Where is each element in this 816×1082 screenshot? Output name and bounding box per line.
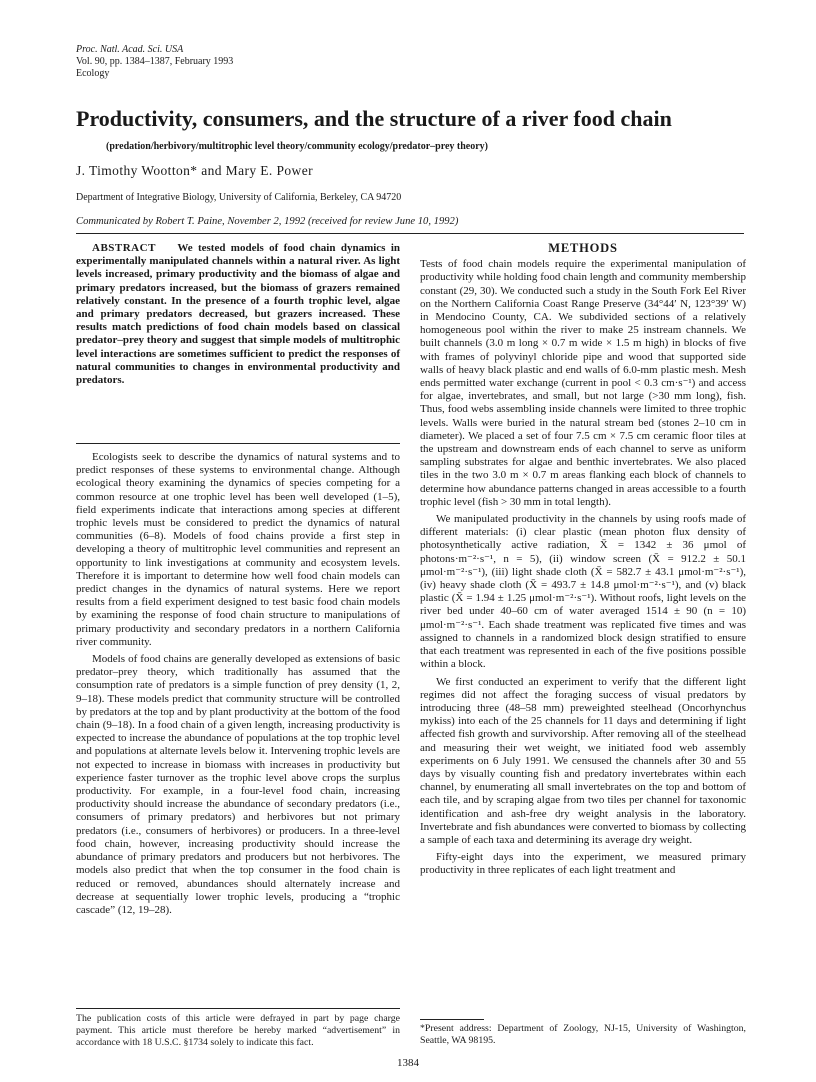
communicated-line: Communicated by Robert T. Paine, November 2, 1992 (received for review June 10, 1992) bbox=[76, 216, 459, 227]
footnote-divider bbox=[420, 1019, 484, 1020]
methods-paragraph-4: Fifty-eight days into the experiment, we measured primary productivity in three replicates of each light treatment and bbox=[420, 851, 746, 877]
journal-volume: Vol. 90, pp. 1384–1387, February 1993 bbox=[76, 56, 234, 67]
journal-header bbox=[76, 44, 233, 80]
methods-heading: METHODS bbox=[548, 241, 618, 255]
methods-paragraph-1: Tests of food chain models require the experimental manipulation of productivity while holding food chain length and community membership constant (29, 30). We conducted such a study in the South Fork Eel River on the Northern California Coast Range Preserve (34°44′ N, 123°39′ W) in Mendocino County, CA. We subdivided sections of a relatively homogeneous pool within the river to make 25 instream channels. We built channels (3.0 m long × 0.7 m wide × 1.5 m high) in blocks of five with frames of polyvinyl chloride pipe and wood that supported side walls of heavy black plastic and end walls of 6.0-mm plastic mesh. Mesh ends permitted water exchange (current in pool < 0.3 cm·s⁻¹) and access for algae, invertebrates, and small, but not large (>30 mm long), fish. Thus, food webs assembling inside channels were limited to three trophic levels. Walls were buried in the natural stream bed (stones 2–10 cm in diameter). We placed a set of four 7.5 cm × 7.5 cm ceramic floor tiles at the upstream and downstream ends of each channel to serve as uniform sampling substrates for algae and benthic invertebrates. We also placed tiles in the two 3.0 m × 0.7 m areas flanking each block of channels to determine how abundance patterns changed in areas accessible to a fourth trophic level (fish > 30 mm in total length). bbox=[420, 258, 746, 508]
page-number: 1384 bbox=[397, 1057, 419, 1069]
journal-section: Ecology bbox=[76, 68, 110, 79]
methods-paragraph-3: We first conducted an experiment to verify that the different light regimes did not affect the foraging success of visual predators by introducing three (48–58 mm) preweighted steelhead (Oncorhynchus mykiss) into each of the 25 channels for 11 days and determining if light affected fish growth and survivorship. After removing all of the steelhead and measuring their wet weight, we initiated food web assembly experiments on 6 July 1991. We censused the channels after 30 and 55 days by visually counting fish and predatory invertebrates within each channel, by enumerating all small invertebrates on the top and bottom of each tile, and by scraping algae from two tiles per channel for taxonomic identification and ash-free dry weight analysis in the laboratory. Invertebrate and fish abundances were converted to biomass by collecting a sample of each taxa and determining its average dry weight. bbox=[420, 675, 746, 846]
intro-paragraph-1: Ecologists seek to describe the dynamics of natural systems and to predict responses of these systems to environmental change. Although ecological theory examining the dynamics of species competing for a common resource at one trophic level has been well developed (1–5), field experiments indicate that interactions among species at different trophic levels must be considered to predict the dynamics of natural communities (6–8). Models of food chains provide a first step in developing a theory of multitrophic level communities and represent an opportunity to link investigations at community and ecosystem levels. Therefore it is important to determine how well food chain models can predict changes in the dynamics of natural systems. Here we report results from a field experiment designed to test basic food chain models by examining the response of food chain structure to manipulations of primary productivity and secondary predators in a northern California river community. bbox=[76, 451, 400, 648]
authors: J. Timothy Wootton* and Mary E. Power bbox=[76, 163, 313, 178]
abstract bbox=[76, 242, 400, 387]
methods-section bbox=[420, 242, 746, 878]
present-address-footnote bbox=[420, 1019, 746, 1047]
abstract-divider bbox=[76, 443, 400, 444]
abstract-text: We tested models of food chain dynamics in experimentally manipulated channels within a natural river. As light levels increased, primary productivity and the biomass of algae and primary predators increased, but the biomass of grazers remained relatively constant. In the presence of a fourth trophic level, algae and primary predators decreased, but grazers increased. These results match predictions of food chain models based on classical predator–prey theory and suggest that simple models of multitrophic level interactions are sometimes sufficient to predict the responses of natural communities to changes in environmental productivity and predators. bbox=[76, 242, 400, 387]
page-charge-text: The publication costs of this article were defrayed in part by page charge payment. This article must therefore be hereby marked “advertisement” in accordance with 18 U.S.C. §1734 solely to indicate this fact. bbox=[76, 1013, 400, 1048]
affiliation: Department of Integrative Biology, University of California, Berkeley, CA 94720 bbox=[76, 192, 402, 203]
methods-paragraph-2: We manipulated productivity in the channels by using roofs made of different materials: (i) clear plastic (mean photon flux density of photosynthetically active radiation, X̄ = 1342 ± 36 μmol of photons·m⁻²·s⁻¹, n = 5), (ii) window screen (X̄ = 912.2 ± 50.1 μmol·m⁻²·s⁻¹), (iii) light shade cloth (X̄ = 582.7 ± 43.1 μmol·m⁻²·s⁻¹), (iv) heavy shade cloth (X̄ = 493.7 ± 14.8 μmol·m⁻²·s⁻¹), and (v) black plastic (X̄ = 1.94 ± 1.25 μmol·m⁻²·s⁻¹). Without roofs, light levels on the river bed under 40–60 cm of water averaged 1514 ± 90 (n = 10) μmol·m⁻²·s⁻¹. Each shade treatment was replicated five times and was assigned to channels in a randomized block design stratified to ensure that each treatment was represented in each of the five positions possible within a block. bbox=[420, 513, 746, 671]
journal-name: Proc. Natl. Acad. Sci. USA bbox=[76, 44, 184, 55]
article-title: Productivity, consumers, and the structure of a river food chain bbox=[76, 106, 672, 131]
header-divider bbox=[76, 233, 744, 234]
present-address-text: *Present address: Department of Zoology, NJ-15, University of Washington, Seattle, WA 98195. bbox=[420, 1023, 746, 1046]
introduction bbox=[76, 451, 400, 917]
intro-paragraph-2: Models of food chains are generally developed as extensions of basic predator–prey theory, which traditionally has assumed that the consumption rate of predators is a simple function of prey density (1, 2, 9–18). These models predict that community structure will be controlled by predators at the top and by plant productivity at the bottom of the food chain (9–18). In a food chain of a given length, increasing productivity is expected to increase the abundance of populations at the top trophic level and populations at alternate levels below it. Intervening trophic levels are not expected to increase in biomass with increases in productivity but experience faster turnover as the trophic level above crops the surplus productivity. For example, in a four-level food chain, increasing productivity should increase the abundance of secondary predators (i.e., consumers of primary predators) and herbivores but not primary predators (i.e., consumers of herbivores) or producers. In a three-level food chain, however, increasing productivity should increase the abundance of primary predators and producers but not herbivores. The models also predict that when the top consumer in the food chain is reduced or removed, abundances should alternately increase and decrease at sequentially lower trophic levels, producing a “trophic cascade” (12, 19–28). bbox=[76, 653, 400, 916]
page-charge-footnote bbox=[76, 1008, 400, 1049]
abstract-label: ABSTRACT bbox=[92, 242, 156, 254]
keywords: (predation/herbivory/multitrophic level theory/community ecology/predator–prey theory) bbox=[106, 141, 488, 152]
